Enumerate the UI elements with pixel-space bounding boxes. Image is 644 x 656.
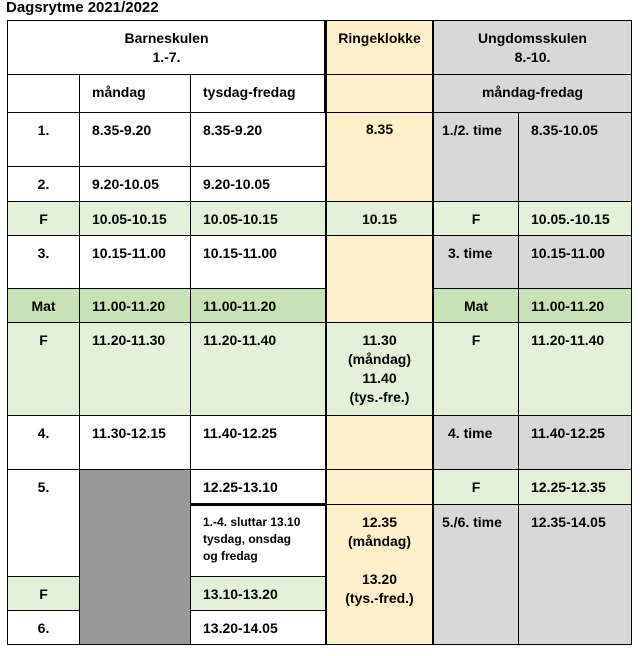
row-label-2: 2. xyxy=(7,166,80,202)
row-1-tysdag: 8.35-9.20 xyxy=(190,112,326,167)
page-title: Dagsrytme 2021/2022 xyxy=(6,0,159,16)
ungdom-mat-time: 11.00-11.20 xyxy=(518,288,632,323)
subheader-empty xyxy=(7,74,80,113)
break-2-tysdag: 11.20-11.40 xyxy=(190,322,326,416)
row-label-4: 4. xyxy=(7,415,80,470)
header-ringeklokke: Ringeklokke xyxy=(324,20,435,75)
row-5-tysdag: 12.25-13.10 xyxy=(190,469,326,505)
header-ungdomsskulen: Ungdomsskulen 8.-10. xyxy=(433,20,632,75)
break-1-tysdag: 10.05-10.15 xyxy=(190,201,326,236)
row-3-mandag: 10.15-11.00 xyxy=(79,235,191,289)
ungdom-break-time-3: 12.25-12.35 xyxy=(518,469,632,505)
ungdom-label-4: 4. time xyxy=(433,415,519,470)
row-label-5: 5. xyxy=(7,469,80,577)
row-1-mandag: 8.35-9.20 xyxy=(79,112,191,167)
mat-mandag: 11.00-11.20 xyxy=(79,288,191,323)
row-label-3: 3. xyxy=(7,235,80,289)
ungdom-break-time-1: 10.05.-10.15 xyxy=(518,201,632,236)
ungdom-mat-label: Mat xyxy=(433,288,519,323)
subheader-mandag: måndag xyxy=(79,74,191,113)
bell-time-break-2: 11.30 (måndag) 11.40 (tys.-fre.) xyxy=(327,322,432,416)
ungdom-break-label-1: F xyxy=(433,201,519,236)
subheader-ringeklokke-empty xyxy=(324,74,435,113)
bell-divider-r5 xyxy=(327,469,432,470)
row-2-tysdag: 9.20-10.05 xyxy=(190,166,326,202)
break-3-tysdag: 13.10-13.20 xyxy=(190,576,326,611)
ungdom-time-3: 10.15-11.00 xyxy=(518,235,632,289)
row-4-mandag: 11.30-12.15 xyxy=(79,415,191,470)
bell-time-break-1: 10.15 xyxy=(327,201,432,236)
ungdom-label-1: 1./2. time xyxy=(433,112,519,202)
row-2-mandag: 9.20-10.05 xyxy=(79,166,191,202)
row-3-tysdag: 10.15-11.00 xyxy=(190,235,326,289)
note-tysdag-sluttar: 1.-4. sluttar 13.10 tysdag, onsdag og fredag xyxy=(190,503,326,577)
subheader-tysdag-fredag: tysdag-fredag xyxy=(190,74,326,113)
header-barneskulen: Barneskulen 1.-7. xyxy=(7,20,326,75)
row-label-1: 1. xyxy=(7,112,80,167)
bell-time-note: 12.35 (måndag) 13.20 (tys.-fred.) xyxy=(345,514,414,606)
mat-tysdag: 11.00-11.20 xyxy=(190,288,326,323)
break-1-mandag: 10.05-10.15 xyxy=(79,201,191,236)
ungdom-time-1: 8.35-10.05 xyxy=(518,112,632,202)
break-2-mandag: 11.20-11.30 xyxy=(79,322,191,416)
mat-label: Mat xyxy=(7,288,80,323)
ungdom-label-5-6: 5./6. time xyxy=(433,504,519,645)
subheader-mandag-fredag: måndag-fredag xyxy=(433,74,632,113)
break-label-1: F xyxy=(7,201,80,236)
bell-time-1: 8.35 xyxy=(365,121,394,137)
ungdom-break-time-2: 11.20-11.40 xyxy=(518,322,632,416)
ungdom-break-label-2: F xyxy=(433,322,519,416)
row-label-6: 6. xyxy=(7,610,80,645)
ungdom-time-4: 11.40-12.25 xyxy=(518,415,632,470)
break-label-3: F xyxy=(7,576,80,611)
mandag-empty-block xyxy=(79,469,191,645)
ungdom-break-label-3: F xyxy=(433,469,519,505)
break-label-2: F xyxy=(7,322,80,416)
ungdom-time-5-6: 12.35-14.05 xyxy=(518,504,632,645)
row-4-tysdag: 11.40-12.25 xyxy=(190,415,326,470)
ungdom-label-3: 3. time xyxy=(433,235,519,289)
row-6-tysdag: 13.20-14.05 xyxy=(190,610,326,645)
